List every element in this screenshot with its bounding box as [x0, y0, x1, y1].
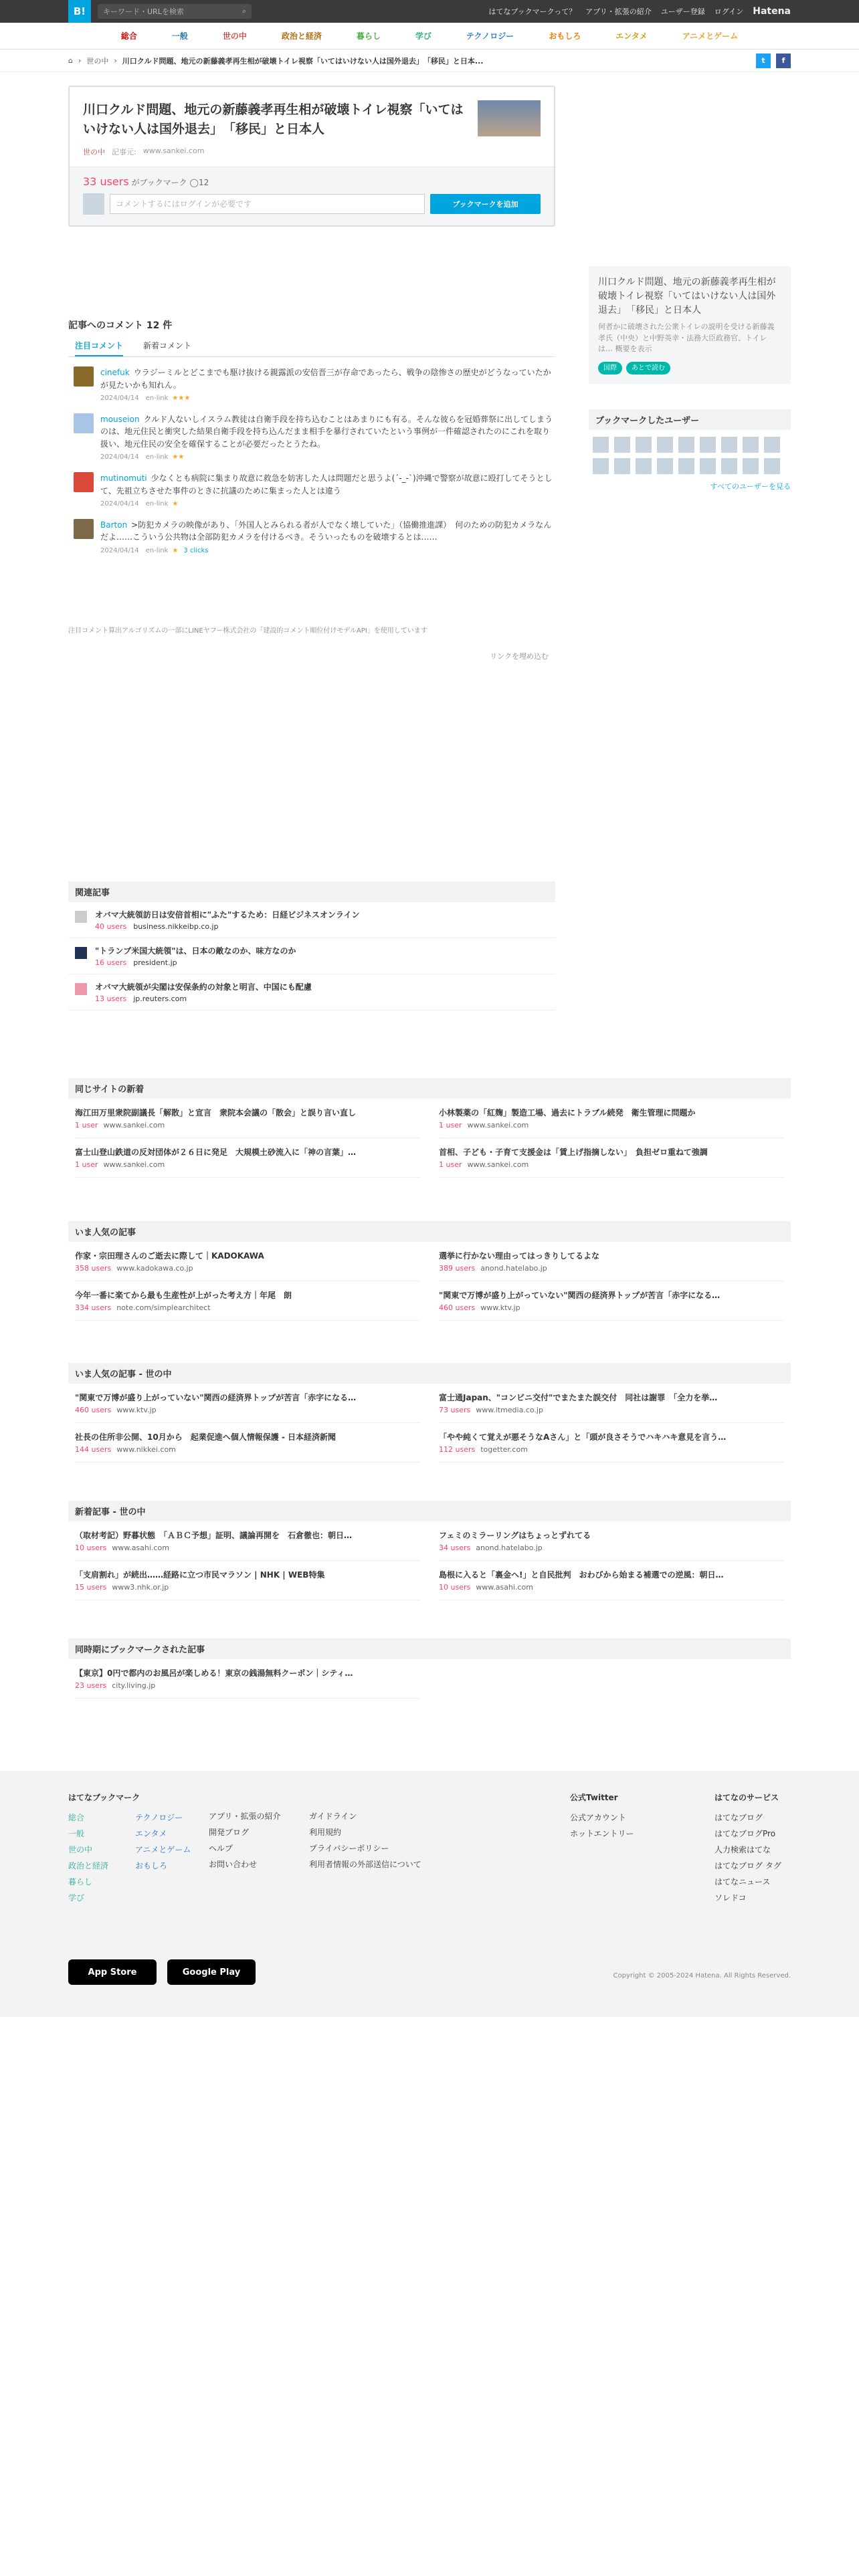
search-placeholder: キーワード・URLを検索 [103, 7, 184, 16]
article-meta [75, 1445, 420, 1454]
article-domain[interactable]: togetter.com [480, 1445, 528, 1454]
article-item[interactable] [439, 1384, 784, 1423]
footer-link[interactable]: 公式アカウント [570, 1813, 626, 1822]
nav-item-9[interactable]: アニメとゲーム [682, 31, 739, 41]
nav-item-1[interactable]: 一般 [171, 31, 188, 41]
related-meta [95, 958, 296, 967]
users-count[interactable]: 358 users [75, 1264, 112, 1273]
algorithm-note: 注目コメント算出アルゴリズムの一部にLINEヤフー株式会社の「建設的コメント順位付けモデルAPI」を使用しています [68, 627, 427, 635]
related-list [68, 902, 555, 1010]
footer-links-c [209, 1790, 309, 1906]
users-count[interactable]: 10 users [75, 1543, 107, 1552]
star-rating[interactable]: ★★ [172, 453, 185, 461]
section-heading: 新着記事 - 世の中 [68, 1501, 791, 1521]
users-count[interactable]: 460 users [439, 1303, 476, 1312]
comment-icon: ◯ [189, 177, 199, 187]
side-title[interactable]: 川口クルド問題、地元の新藤義孝再生相が破壊トイレ視察「いてはいけない人は国外退去」 「移民」と日本人 [598, 277, 776, 316]
service-links [714, 1810, 781, 1906]
top-bar [0, 0, 859, 23]
footer-link[interactable]: 政治と経済 [68, 1861, 109, 1870]
entry-meta [83, 146, 541, 157]
comment-meta [100, 546, 555, 556]
comment-date: 2024/04/14 en-link [100, 395, 169, 403]
section-heading: いま人気の記事 - 世の中 [68, 1363, 791, 1384]
users-suffix: がブックマーク [131, 177, 187, 187]
user-icon[interactable] [657, 458, 673, 474]
article-item[interactable] [75, 1659, 420, 1699]
article-item[interactable] [439, 1521, 784, 1561]
footer-link[interactable]: 総合 [68, 1813, 85, 1822]
footer-link[interactable]: はてなニュース [714, 1877, 771, 1887]
login-link[interactable]: ログイン [714, 7, 744, 16]
breadcrumb [0, 49, 859, 72]
article-domain[interactable]: anond.hatelabo.jp [480, 1264, 547, 1273]
site-icon [75, 911, 87, 923]
article-title[interactable]: 作家・宗田理さんのご逝去に際して｜KADOKAWA [75, 1251, 264, 1261]
article-grid [68, 1384, 791, 1463]
add-bookmark-button[interactable]: ブックマークを追加 [430, 194, 541, 214]
article-domain[interactable]: www.asahi.com [476, 1583, 533, 1592]
footer-cats-wrap [68, 1810, 209, 1906]
article-title[interactable]: （取材考記）野暮状態 「ＡＢＣ予想」証明、議論再開を 石倉徹也：朝日… [75, 1531, 353, 1540]
side-desc: 何者かに破壊された公衆トイレの説明を受ける新藤義孝氏（中央）と中野英幸・法務大臣政務官、トイレは… 概要を表示 [598, 322, 775, 353]
user-icon[interactable] [614, 437, 630, 453]
user-icon-grid [589, 437, 791, 474]
comment-user[interactable]: Barton [100, 520, 128, 530]
source-label: 記事元: [112, 147, 136, 156]
footer-twitter [570, 1790, 714, 1906]
user-icon[interactable] [657, 437, 673, 453]
article-domain[interactable]: note.com/simplearchitect [116, 1303, 211, 1312]
comment-item [68, 366, 555, 404]
entry-header [70, 87, 554, 167]
footer-link[interactable]: アニメとゲーム [135, 1845, 191, 1854]
tag[interactable]: あとで読む [626, 362, 670, 374]
star-rating[interactable]: ★ [172, 546, 179, 554]
embed-link[interactable]: リンクを埋め込む [490, 652, 549, 661]
related-title[interactable]: オバマ大統領訪日は安倍首相に"ふた"するため：日経ビジネスオンライン [95, 910, 360, 920]
user-icon[interactable] [636, 437, 652, 453]
article-title[interactable]: 首相、子ども・子育て支援金は「賃上げ指摘しない」 負担ゼロ重ねて強調 [439, 1148, 708, 1157]
related-item[interactable] [68, 902, 555, 938]
users-count[interactable]: 10 users [439, 1583, 471, 1592]
comment-item [68, 472, 555, 510]
article-title[interactable]: "関東で万博が盛り上がっていない"関西の経済界トップが苦言「赤字になる… [75, 1393, 357, 1402]
footer-link[interactable]: 開発ブログ [209, 1828, 250, 1837]
comment-user[interactable]: cinefuk [100, 368, 130, 377]
related-meta [95, 922, 360, 931]
users-count[interactable]: 144 users [75, 1445, 112, 1454]
user-icon[interactable] [764, 437, 780, 453]
user-icon[interactable] [593, 437, 609, 453]
nav-item-5[interactable]: 学び [415, 31, 432, 41]
section-heading: 同じサイトの新着 [68, 1078, 791, 1099]
article-item[interactable] [75, 1099, 420, 1138]
article-meta [75, 1264, 420, 1273]
article-item[interactable] [75, 1521, 420, 1561]
side-article [589, 266, 791, 384]
users-count[interactable]: 33 users [83, 175, 129, 188]
nav-item-7[interactable]: おもしろ [549, 31, 581, 41]
nav-item-2[interactable]: 世の中 [222, 31, 247, 41]
user-icon[interactable] [743, 437, 759, 453]
article-grid [68, 1659, 791, 1699]
nav-item-8[interactable]: エンタメ [615, 31, 648, 41]
user-icon[interactable] [700, 437, 716, 453]
article-title[interactable]: 選挙に行かない理由ってはっきりしてるよな [439, 1251, 600, 1261]
footer-link[interactable]: ホットエントリー [570, 1829, 634, 1838]
article-title[interactable]: 「やや純くて覚えが悪そうなAさん」と「頭が良さそうでハキハキ意見を言う… [439, 1432, 727, 1442]
source-domain[interactable]: www.sankei.com [142, 146, 205, 155]
search-icon[interactable]: ⌕ [242, 7, 246, 15]
article-meta [75, 1543, 420, 1552]
article-title[interactable]: 「支肩割れ」が続出……経路に立つ市民マラソン | NHK | WEB特集 [75, 1570, 325, 1580]
article-domain[interactable]: www.sankei.com [103, 1121, 165, 1130]
entry-category[interactable]: 世の中 [83, 147, 105, 156]
comment-date: 2024/04/14 en-link [100, 546, 169, 554]
user-icon[interactable] [721, 458, 737, 474]
article-item[interactable] [75, 1561, 420, 1600]
comments-heading: 記事へのコメント 12 件 [68, 320, 173, 331]
user-icon[interactable] [678, 437, 694, 453]
article-grid [68, 1099, 791, 1178]
sidebar [589, 266, 791, 492]
site-icon [75, 947, 87, 959]
comment-meta [100, 393, 555, 404]
footer-link[interactable]: はてなブログPro [714, 1829, 776, 1838]
footer-link[interactable]: はてなブログ [714, 1813, 763, 1822]
user-icon[interactable] [636, 458, 652, 474]
article-domain[interactable]: www.itmedia.co.jp [476, 1406, 543, 1414]
same-site-section [68, 1078, 791, 1178]
related-meta [95, 994, 312, 1003]
footer-link[interactable]: 利用規約 [309, 1828, 342, 1837]
footer-link[interactable]: 世の中 [68, 1845, 93, 1854]
article-title[interactable]: 社長の住所非公開、10月から 起業促進へ個人情報保護 - 日本経済新聞 [75, 1432, 337, 1442]
footer-link[interactable]: 暮らし [68, 1877, 93, 1887]
article-domain[interactable]: www.sankei.com [103, 1160, 165, 1169]
footer-columns [68, 1790, 791, 1906]
comment-meta [100, 452, 555, 463]
nav-item-6[interactable]: テクノロジー [466, 31, 514, 41]
comment-body [100, 413, 555, 463]
tag-list [598, 362, 781, 374]
all-users-link[interactable]: すべてのユーザーを見る [710, 481, 791, 491]
comment-user[interactable]: mouseion [100, 414, 140, 424]
footer-link[interactable]: 学び [68, 1893, 85, 1903]
comment-meta [100, 499, 555, 510]
article-meta [75, 1160, 420, 1169]
users-line [83, 175, 541, 188]
users-count[interactable]: 23 users [75, 1681, 107, 1690]
comment-date: 2024/04/14 en-link [100, 500, 169, 508]
article-title[interactable]: 富士通Japan、"コンビニ交付"でまたまた誤交付 同社は謝罪 「全力を挙… [439, 1393, 718, 1402]
related-domain[interactable]: president.jp [133, 958, 177, 967]
article-item[interactable] [439, 1099, 784, 1138]
related-item[interactable] [68, 938, 555, 974]
related-domain[interactable]: jp.reuters.com [133, 994, 187, 1003]
article-meta [75, 1303, 420, 1312]
popular-cat-section [68, 1363, 791, 1463]
footer [0, 1771, 859, 2017]
article-meta [439, 1543, 784, 1552]
article-title[interactable]: 富士山登山鉄道の反対団体が２６日に発足 大規模土砂流入に「神の言葉」… [75, 1148, 357, 1157]
users-count[interactable]: 34 users [439, 1543, 471, 1552]
footer-links-d [309, 1790, 570, 1906]
users-count[interactable]: 389 users [439, 1264, 476, 1273]
article-item[interactable] [75, 1242, 420, 1281]
comment-body [100, 366, 555, 404]
star-rating[interactable]: ★ [172, 500, 179, 508]
user-icon[interactable] [764, 458, 780, 474]
article-meta [75, 1406, 420, 1414]
article-title[interactable]: フェミのミラーリングはちょっとずれてる [439, 1531, 591, 1540]
article-domain[interactable]: www.sankei.com [467, 1121, 529, 1130]
article-domain[interactable]: anond.hatelabo.jp [476, 1543, 543, 1552]
related-title[interactable]: オバマ大統領が尖閣は安保条約の対象と明言、中国にも配慮 [95, 982, 312, 992]
footer-cats-b [135, 1810, 191, 1906]
users-count[interactable]: 1 user [439, 1121, 462, 1130]
article-meta [439, 1121, 784, 1130]
bookmark-bar [70, 167, 554, 225]
user-icon[interactable] [593, 458, 609, 474]
user-avatar[interactable] [74, 519, 94, 539]
footer-link[interactable]: ヘルプ [209, 1844, 233, 1853]
facebook-icon[interactable]: f [776, 53, 791, 68]
comment-text: クルド人ないしイスラム教徒は自衛手段を持ち込むことはあまりにも有る。そんな彼らを冠婚葬祭に出してしまうのは、地元住民と衝突した結果自衛手段を持ち込んだまま相手を暴行されていたという事例が一件確認されたのにこれを取り扱い、地元住民の安全を確保することが必要だったとうたね。 [100, 414, 553, 449]
tag[interactable]: 国際 [598, 362, 622, 374]
comment-item [68, 519, 555, 556]
entry-thumbnail[interactable] [478, 100, 541, 136]
article-item[interactable] [439, 1423, 784, 1463]
comment-text: >防犯カメラの映像があり、「外国人とみられる者が人でなく壊していた」（協働推進課） 何のための防犯カメラなんだよ……こういう公共物は全部防犯カメラを付けるべき。そういったものを破壊するとは…… [100, 520, 552, 542]
twitter-icon[interactable]: t [756, 53, 771, 68]
comment-body [100, 519, 555, 556]
share-buttons [756, 53, 791, 68]
services-title: はてなのサービス [714, 1793, 779, 1802]
category-nav [0, 23, 859, 49]
user-icon[interactable] [614, 458, 630, 474]
twitter-title: 公式Twitter [570, 1793, 618, 1802]
article-grid [68, 1242, 791, 1321]
tab-popular[interactable]: 注目コメント [75, 337, 123, 356]
article-domain[interactable]: www.ktv.jp [116, 1406, 157, 1414]
comments-count: 12 [198, 177, 209, 187]
users-count[interactable]: 40 users [95, 922, 127, 931]
users-count[interactable]: 1 user [439, 1160, 462, 1169]
nav-item-4[interactable]: 暮らし [356, 31, 381, 41]
article-domain[interactable]: www.ktv.jp [480, 1303, 520, 1312]
new-cat-section [68, 1501, 791, 1600]
users-count[interactable]: 112 users [439, 1445, 476, 1454]
comment-user[interactable]: mutinomuti [100, 473, 147, 483]
comment-body [100, 472, 555, 510]
avatar [83, 193, 104, 215]
user-avatar[interactable] [74, 472, 94, 492]
click-count[interactable]: 3 clicks [183, 546, 209, 554]
main-column [68, 86, 555, 1003]
copyright: Copyright © 2005-2024 Hatena. All Rights Reserved. [613, 1972, 791, 1979]
comment-form [83, 193, 541, 215]
comment-tabs [68, 337, 555, 357]
article-domain[interactable]: www.sankei.com [467, 1160, 529, 1169]
store-badges [68, 1959, 256, 1985]
footer-link[interactable]: はてなブログ タグ [714, 1861, 781, 1870]
app-store-button[interactable]: App Store [68, 1959, 157, 1985]
article-item[interactable] [439, 1561, 784, 1600]
top-links [488, 6, 791, 17]
users-count[interactable]: 1 user [75, 1121, 98, 1130]
comment-item [68, 413, 555, 463]
user-icon[interactable] [678, 458, 694, 474]
users-count[interactable]: 73 users [439, 1406, 471, 1414]
article-meta [75, 1583, 420, 1592]
users-count[interactable]: 1 user [75, 1160, 98, 1169]
breadcrumb-title: 川口クルド問題、地元の新藤義孝再生相が破壊トイレ視察「いてはいけない人は国外退去」 「移民」と日本... [122, 56, 484, 66]
article-title[interactable]: 【東京】0円で都内のお風呂が楽しめる！東京の銭湯無料クーポン｜シティ… [75, 1669, 353, 1678]
article-grid [68, 1521, 791, 1600]
comment-input[interactable]: コメントするにはログインが必要です [110, 194, 425, 214]
section-heading: いま人気の記事 [68, 1221, 791, 1242]
article-item[interactable] [439, 1281, 784, 1321]
footer-link[interactable]: エンタメ [135, 1829, 167, 1838]
article-item[interactable] [439, 1242, 784, 1281]
users-heading: ブックマークしたユーザー [589, 409, 791, 430]
comment-text: 少なくとも病院に集まり故意に救急を妨害した人は問題だと思うよ(´-_-`)沖縄で警察が故意に殴打してそうとして、先祖立ちさせた事件のときに抗議のために集まった人とは違う [100, 473, 553, 496]
search-input[interactable] [98, 4, 252, 19]
apps-link[interactable]: アプリ・拡張の紹介 [585, 7, 652, 16]
footer-title: はてなブックマーク [68, 1793, 140, 1802]
popular-section [68, 1221, 791, 1321]
article-meta [439, 1160, 784, 1169]
article-meta [75, 1681, 420, 1690]
related-title[interactable]: "トランプ米国大統領"は、日本の敵なのか、味方なのか [95, 946, 296, 956]
hatena-bookmark-logo[interactable]: B! [68, 0, 91, 23]
article-item[interactable] [75, 1384, 420, 1423]
footer-cats-a [68, 1810, 108, 1906]
user-avatar[interactable] [74, 366, 94, 387]
hatena-logo[interactable]: Hatena [753, 6, 791, 17]
google-play-button[interactable]: Google Play [167, 1959, 256, 1985]
article-domain[interactable]: www3.nhk.or.jp [112, 1583, 169, 1592]
article-domain[interactable]: www.nikkei.com [116, 1445, 176, 1454]
article-title[interactable]: "関東で万博が盛り上がっていない"関西の経済界トップが苦言「赤字になる… [439, 1291, 721, 1300]
user-icon[interactable] [700, 458, 716, 474]
footer-services [714, 1790, 781, 1906]
users-count[interactable]: 334 users [75, 1303, 112, 1312]
twitter-links [570, 1810, 714, 1842]
article-title[interactable]: 小林製薬の「紅麹」製造工場、過去にトラブル続発 衛生管理に問題か [439, 1108, 696, 1117]
users-count[interactable]: 15 users [75, 1583, 107, 1592]
article-meta [439, 1583, 784, 1592]
article-item[interactable] [75, 1281, 420, 1321]
breadcrumb-separator: › [114, 56, 117, 65]
about-link[interactable]: はてなブックマークって？ [488, 7, 577, 16]
home-icon[interactable]: ⌂ [68, 56, 73, 65]
footer-link[interactable]: テクノロジー [135, 1813, 183, 1822]
article-domain[interactable]: city.living.jp [112, 1681, 156, 1690]
tab-new[interactable]: 新着コメント [143, 341, 192, 350]
entry-title[interactable]: 川口クルド問題、地元の新藤義孝再生相が破壊トイレ視察「いてはいけない人は国外退去」 「移民」と日本人 [83, 102, 464, 137]
article-title[interactable]: 今年一番に楽てから最も生産性が上がった考え方｜年尾 朗 [75, 1291, 292, 1300]
entry-box [68, 86, 555, 227]
article-meta [439, 1264, 784, 1273]
footer-link[interactable]: アプリ・拡張の紹介 [209, 1812, 281, 1821]
breadcrumb-category[interactable]: 世の中 [86, 56, 109, 66]
footer-link[interactable]: 人力検索はてな [714, 1845, 771, 1854]
footer-link[interactable]: 一般 [68, 1829, 85, 1838]
article-meta [75, 1121, 420, 1130]
article-title[interactable]: 島根に入ると「裏金へ!」と自民批判 おわびから始まる補選での逆風：朝日… [439, 1570, 724, 1580]
footer-link[interactable]: おもしろ [135, 1861, 168, 1870]
user-icon[interactable] [743, 458, 759, 474]
related-section [68, 881, 555, 1010]
user-icon[interactable] [721, 437, 737, 453]
footer-link[interactable]: プライバシーポリシー [309, 1844, 389, 1853]
breadcrumb-separator: › [78, 56, 82, 65]
article-item[interactable] [75, 1423, 420, 1463]
comment-list [68, 366, 555, 565]
article-item[interactable] [439, 1138, 784, 1178]
signup-link[interactable]: ユーザー登録 [660, 7, 705, 16]
site-icon [75, 983, 87, 995]
related-item[interactable] [68, 974, 555, 1010]
article-domain[interactable]: www.kadokawa.co.jp [116, 1264, 193, 1273]
users-count[interactable]: 13 users [95, 994, 127, 1003]
article-title[interactable]: 海江田万里衆院副議長「解散」と宣言 衆院本会議の「散会」と誤り言い直し [75, 1108, 357, 1117]
comment-date: 2024/04/14 en-link [100, 453, 169, 461]
nav-item-3[interactable]: 政治と経済 [281, 31, 322, 41]
users-count[interactable]: 16 users [95, 958, 127, 967]
users-count[interactable]: 460 users [75, 1406, 112, 1414]
user-avatar[interactable] [74, 413, 94, 433]
article-item[interactable] [75, 1138, 420, 1178]
section-heading: 同時期にブックマークされた記事 [68, 1638, 791, 1659]
related-domain[interactable]: business.nikkeibp.co.jp [133, 922, 219, 931]
article-meta [439, 1406, 784, 1414]
article-meta [439, 1303, 784, 1312]
footer-link[interactable]: 利用者情報の外部送信について [309, 1860, 421, 1869]
article-domain[interactable]: www.asahi.com [112, 1543, 169, 1552]
footer-link[interactable]: ソレドコ [714, 1893, 747, 1903]
simul-section [68, 1638, 791, 1699]
footer-link[interactable]: お問い合わせ [209, 1860, 258, 1869]
article-meta [439, 1445, 784, 1454]
star-rating[interactable]: ★★★ [172, 395, 191, 403]
comment-text: ウラジーミルとどこまでも駆け抜ける親露派の安倍晋三が存命であったら、戦争の陰惨さの歴史がどうなっていたかが見たいかも知れん。 [100, 368, 551, 390]
footer-cats [68, 1790, 209, 1906]
nav-item-0[interactable]: 総合 [120, 31, 137, 41]
related-heading: 関連記事 [68, 881, 555, 902]
footer-link[interactable]: ガイドライン [309, 1812, 357, 1821]
